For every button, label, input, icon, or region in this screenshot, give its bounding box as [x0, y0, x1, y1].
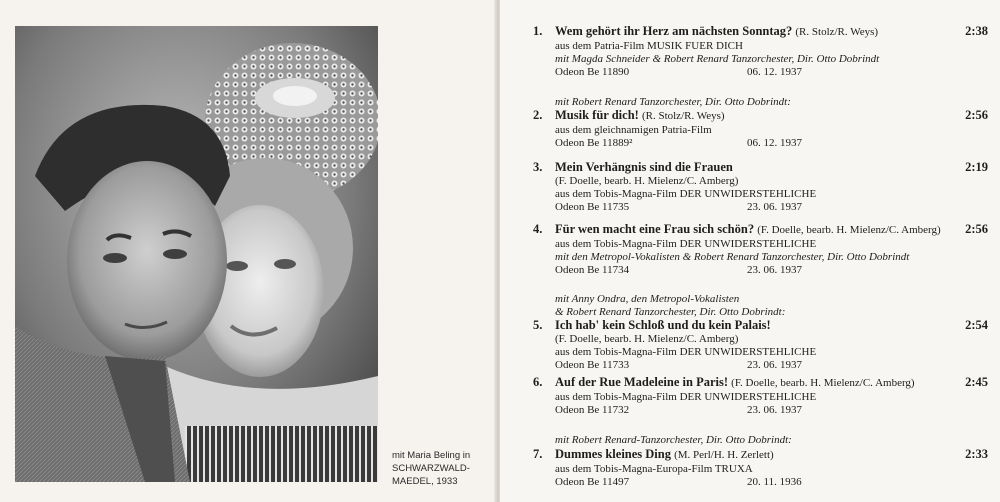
track-number: 6. — [533, 375, 543, 389]
track-catalog: Odeon Be 11734 — [555, 264, 630, 276]
track-duration: 2:38 — [965, 24, 988, 38]
track-duration: 2:56 — [965, 222, 988, 236]
track-number: 2. — [533, 108, 543, 122]
track-date: 23. 06. 1937 — [747, 201, 802, 213]
track-date: 23. 06. 1937 — [747, 264, 802, 276]
track-composer: (R. Stolz/R. Weys) — [795, 26, 879, 38]
track-film: aus dem Patria-Film MUSIK FUER DICH — [555, 40, 743, 52]
track-number: 3. — [533, 160, 543, 174]
track-number: 1. — [533, 24, 543, 38]
track-5-performer-note — [555, 293, 975, 319]
track-film: aus dem gleichnamigen Patria-Film — [555, 124, 712, 136]
track-duration: 2:54 — [965, 318, 988, 332]
track-catalog: Odeon Be 11732 — [555, 404, 630, 416]
track-duration: 2:33 — [965, 447, 988, 461]
track-composer: (F. Doelle, bearb. H. Mielenz/C. Amberg) — [757, 224, 941, 236]
caption-line: MAEDEL, 1933 — [392, 476, 458, 487]
track-6 — [533, 375, 988, 417]
track-composer: (M. Perl/H. H. Zerlett) — [674, 449, 774, 461]
track-composer: (R. Stolz/R. Weys) — [641, 110, 725, 122]
track-composer: (F. Doelle, bearb. H. Mielenz/C. Amberg) — [555, 333, 739, 345]
track-date: 06. 12. 1937 — [747, 66, 802, 78]
track-film: aus dem Tobis-Magna-Film DER UNWIDERSTEHLICHE — [555, 346, 817, 358]
track-3 — [533, 160, 988, 214]
track-catalog: Odeon Be 11733 — [555, 359, 630, 371]
track-date: 23. 06. 1937 — [747, 404, 802, 416]
track-number: 7. — [533, 447, 543, 461]
track-catalog: Odeon Be 11889² — [555, 137, 633, 149]
track-composer: (F. Doelle, bearb. H. Mielenz/C. Amberg) — [731, 377, 915, 389]
track-4 — [533, 222, 988, 277]
track-performers: mit Magda Schneider & Robert Renard Tanzorchester, Dir. Otto Dobrindt — [555, 53, 880, 65]
track-title: Musik für dich! — [555, 108, 639, 122]
track-title: Für wen macht eine Frau sich schön? — [555, 222, 755, 236]
photo-caption — [392, 449, 492, 488]
track-performers: mit den Metropol-Vokalisten & Robert Renard Tanzorchester, Dir. Otto Dobrindt — [555, 251, 910, 263]
track-5 — [533, 318, 988, 372]
track-date: 23. 06. 1937 — [747, 359, 802, 371]
note-line: mit Robert Renard-Tanzorchester, Dir. Otto Dobrindt: — [555, 434, 792, 446]
note-line: mit Anny Ondra, den Metropol-Vokalisten — [555, 293, 740, 305]
caption-line: SCHWARZWALD- — [392, 463, 470, 474]
track-catalog: Odeon Be 11735 — [555, 201, 630, 213]
left-page — [0, 0, 497, 502]
track-title: Wem gehört ihr Herz am nächsten Sonntag? — [555, 24, 793, 38]
film-still-photo — [15, 26, 378, 482]
track-number: 5. — [533, 318, 543, 332]
track-film: aus dem Tobis-Magna-Film DER UNWIDERSTEHLICHE — [555, 188, 817, 200]
track-date: 06. 12. 1937 — [747, 137, 802, 149]
track-title: Dummes kleines Ding — [555, 447, 671, 461]
track-film: aus dem Tobis-Magna-Film DER UNWIDERSTEHLICHE — [555, 391, 817, 403]
track-film: aus dem Tobis-Magna-Film DER UNWIDERSTEHLICHE — [555, 238, 817, 250]
note-line: mit Robert Renard Tanzorchester, Dir. Otto Dobrindt: — [555, 96, 791, 108]
track-catalog: Odeon Be 11497 — [555, 476, 630, 488]
caption-line: mit Maria Beling in — [392, 450, 471, 461]
track-catalog: Odeon Be 11890 — [555, 66, 630, 78]
track-title: Mein Verhängnis sind die Frauen — [555, 160, 733, 174]
track-duration: 2:45 — [965, 375, 988, 389]
track-composer: (F. Doelle, bearb. H. Mielenz/C. Amberg) — [555, 175, 739, 187]
track-7-performer-note — [555, 434, 975, 447]
track-duration: 2:19 — [965, 160, 988, 174]
track-number: 4. — [533, 222, 543, 236]
track-duration: 2:56 — [965, 108, 988, 122]
track-1 — [533, 24, 988, 79]
track-7 — [533, 447, 988, 489]
track-film: aus dem Tobis-Magna-Europa-Film TRUXA — [555, 463, 753, 475]
track-title: Ich hab' kein Schloß und du kein Palais! — [555, 318, 771, 332]
track-title: Auf der Rue Madeleine in Paris! — [555, 375, 729, 389]
track-2 — [533, 108, 988, 150]
note-line: & Robert Renard Tanzorchester, Dir. Otto Dobrindt: — [555, 306, 786, 318]
track-date: 20. 11. 1936 — [747, 476, 802, 488]
